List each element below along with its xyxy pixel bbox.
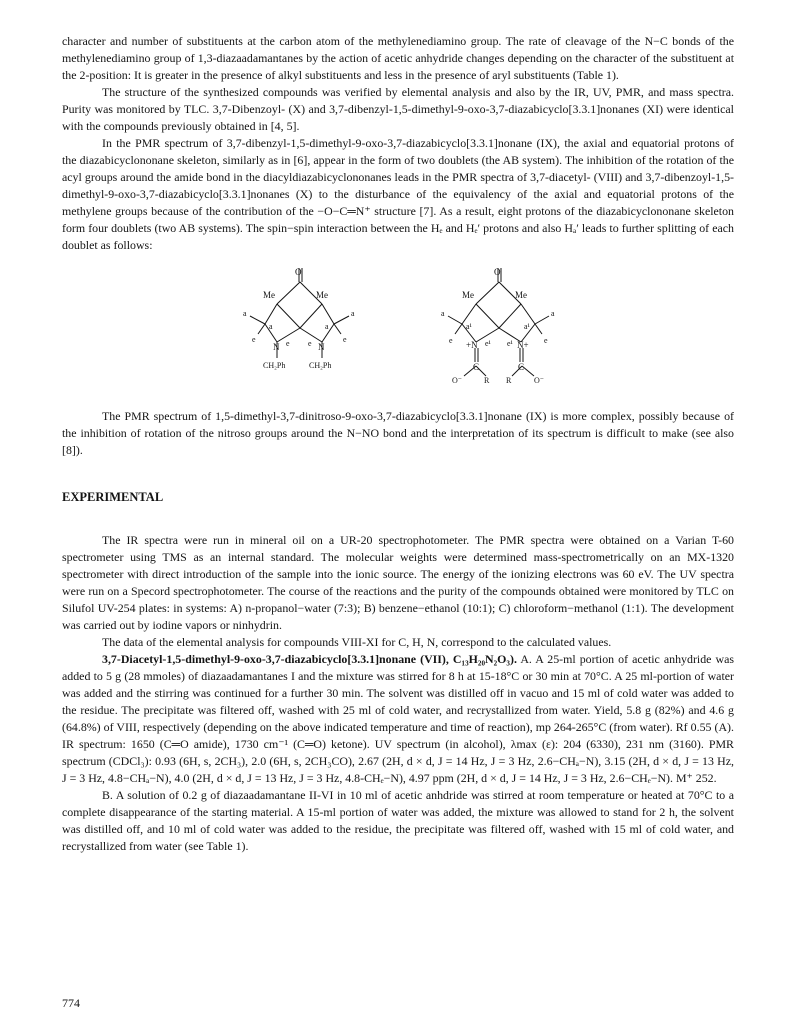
- methyl-label: Me: [462, 290, 474, 300]
- nitrogen-label: N+: [517, 340, 529, 350]
- paragraph-6: The data of the elemental analysis for compounds VIII-XI for C, H, N, correspond to the calculated values.: [102, 635, 612, 649]
- equatorial-label: e: [252, 335, 256, 344]
- procedure-a-text: A. A 25-ml portion of acetic anhydride was added to 5 g (28 mmoles) of diazaadamantanes I and the mixture was stirred for 8 h at 15-18°C or 30 min at 70°C. A 25 ml-portion of water was added and the stirring was continued for a further 30 min. The solvent was distilled off in vacuo and 15 ml of cold water was added to the residue. The precipitate was filtered off, washed with 25 ml of cold water, and recrystallized from water. Yield, 5.8 g (82%) and 4.6 g (64.8%) of VIII, respectively (depending on the above indicated temperature and time of reaction), mp 264-265°C (from water). Rf 0.55 (A). IR spectrum: 1650 (C═O amide), 1730 cm⁻¹ (C═O) ketone). UV spectrum (in alcohol), λmax (ε): 204 (6330), 231 nm (3160). PMR spectrum (CDCl₃): 0.93 (6H, s, 2CH₃), 2.0 (6H, s, 2CH₃CO), 2.67 (2H, d × d, J = 14 Hz, J = 3 Hz, 2.6−CHₐ−N), 3.15 (2H, d × d, J = 13 Hz, J = 3 Hz, 4.8−CHₐ−N), 4.0 (2H, d × d, J = 13 Hz, J = 3 Hz, 4.8-CHₑ−N), 4.97 ppm (2H, d × d, J = 14 Hz, J = 3 Hz, 2.6−CHₑ−N). M⁺ 252.: [62, 652, 734, 785]
- nitrogen-label: N: [273, 342, 280, 352]
- oxygen-label: O: [295, 267, 302, 277]
- chemical-structures-figure: [62, 266, 734, 384]
- oxygen-label: O: [494, 267, 501, 277]
- r-group-label: R: [484, 376, 490, 384]
- methyl-label: Me: [515, 290, 527, 300]
- equatorial-label: e: [449, 336, 453, 345]
- paragraph-8: B. A solution of 0.2 g of diazaadamantane II-VI in 10 ml of acetic anhdride was stirred at room temperature or heated at 70°C to a complete disappearance of the starting material. A 15-ml portion of water was added, the mixture was allowed to stand for 2 h, the solvent was distilled off, and 10 ml of cold water was added to the residue, the precipitate was filtered off, washed with 15 ml of cold water, and recrystallized from water (see Table 1).: [62, 788, 734, 853]
- paragraph-2: The structure of the synthesized compounds was verified by elemental analysis and also by the IR, UV, PMR, and mass spectra. Purity was monitored by TLC. 3,7-Dibenzoyl- (X) and 3,7-dibenzyl-1,5-dimethyl-9-oxo-3,7-diazabicyclo[3.3.1]nonanes (XI) were identical with the compounds previously obtained in [4, 5].: [62, 85, 734, 133]
- nitrogen-label: +N: [466, 340, 478, 350]
- axial-label: a: [243, 309, 247, 318]
- paragraph-7: [62, 651, 734, 787]
- axial-label: a: [551, 309, 555, 318]
- paragraph-3: In the PMR spectrum of 3,7-dibenzyl-1,5-dimethyl-9-oxo-3,7-diazabicyclo[3.3.1]nonane (IX), the axial and equatorial protons of the diazabicyclononane skeleton, similarly as in [6], appear in the form of two doublets (the AB system). The inhibition of the rotation of the acyl groups around the amide bond in the diacyldiazabicyclononanes leads in the PMR spectra of 3,7-diacetyl- (VIII) and 3,7-dibenzoyl-1,5-dimethyl-9-oxo-3,7-diazabicyclo[3.3.1]nonanes (X) to the disturbance of the equivalency of the axial and equatorial protons of the methylene groups because of the contribution of the −O−C═N⁺ structure [7]. As a result, eight protons of the diazabicyclononane skeleton form four doublets (two AB systems). The spin−spin interaction between the Hₑ and Hₑ′ protons and also Hₐ′ leads to further splitting of each doublet as follows:: [62, 136, 734, 252]
- equatorial-label: e: [308, 339, 312, 348]
- equatorial-label: e¹: [507, 339, 513, 348]
- equatorial-label: e: [544, 336, 548, 345]
- benzyl-label: CH₂Ph: [263, 361, 286, 370]
- oxide-label: O⁻: [534, 376, 544, 384]
- axial-label: a¹: [466, 322, 472, 331]
- oxide-label: O⁻: [452, 376, 462, 384]
- axial-label: a: [269, 322, 273, 331]
- equatorial-label: e: [286, 339, 290, 348]
- axial-label: a: [351, 309, 355, 318]
- equatorial-label: e: [343, 335, 347, 344]
- page-number: 774: [62, 996, 80, 1010]
- nitrogen-label: N: [318, 342, 325, 352]
- carbon-label: C: [473, 362, 480, 372]
- structure-diagrams: [62, 266, 734, 384]
- axial-label: a: [325, 322, 329, 331]
- r-group-label: R: [506, 376, 512, 384]
- paragraph-5: The IR spectra were run in mineral oil on a UR-20 spectrophotometer. The PMR spectra were obtained on a Varian T-60 spectrometer using TMS as an internal standard. The molecular weights were determined mass-spectrometrically on an MX-1320 spectrometer with direct introduction of the sample into the ionic source. The energy of the ionizing electrons was 60 eV. The UV spectra were run on a Specord spectrophotometer. The course of the reactions and the purity of the compounds obtained were monitored by TLC on Silufol UV-254 plates: in systems: A) n-propanol−water (7:3); B) benzene−ethanol (10:1); C) chloroform−methanol (1:1). The development was carried out by iodine vapors or ninhydrin.: [62, 533, 734, 632]
- benzyl-label: CH₂Ph: [309, 361, 332, 370]
- axial-label: a: [441, 309, 445, 318]
- carbon-label: C: [518, 362, 525, 372]
- equatorial-label: e¹: [485, 339, 491, 348]
- compound-title: 3,7-Diacetyl-1,5-dimethyl-9-oxo-3,7-diazabicyclo[3.3.1]nonane (VII), C₁₃H₂₀N₂O₃).: [102, 652, 517, 666]
- section-heading: EXPERIMENTAL: [62, 490, 164, 504]
- document-page: [62, 0, 734, 855]
- methyl-label: Me: [316, 290, 328, 300]
- paragraph-4: The PMR spectrum of 1,5-dimethyl-3,7-dinitroso-9-oxo-3,7-diazabicyclo[3.3.1]nonane (IX) is more complex, possibly because of the inhibition of rotation of the nitroso groups around the N−NO bond and the interpretation of its spectrum is difficult to make (see also [8]).: [62, 409, 734, 457]
- paragraph-1: character and number of substituents at the carbon atom of the methylenediamino group. The rate of cleavage of the N−C bonds of the methylenediamino group of 1,3-diazaadamantanes by the action of acetic anhydride changes depending on the character of the substituent at the 2-position: It is greater in the presence of alkyl substituents and less in the presence of aryl substituents (Table 1).: [62, 34, 734, 82]
- axial-label: a¹: [524, 322, 530, 331]
- methyl-label: Me: [263, 290, 275, 300]
